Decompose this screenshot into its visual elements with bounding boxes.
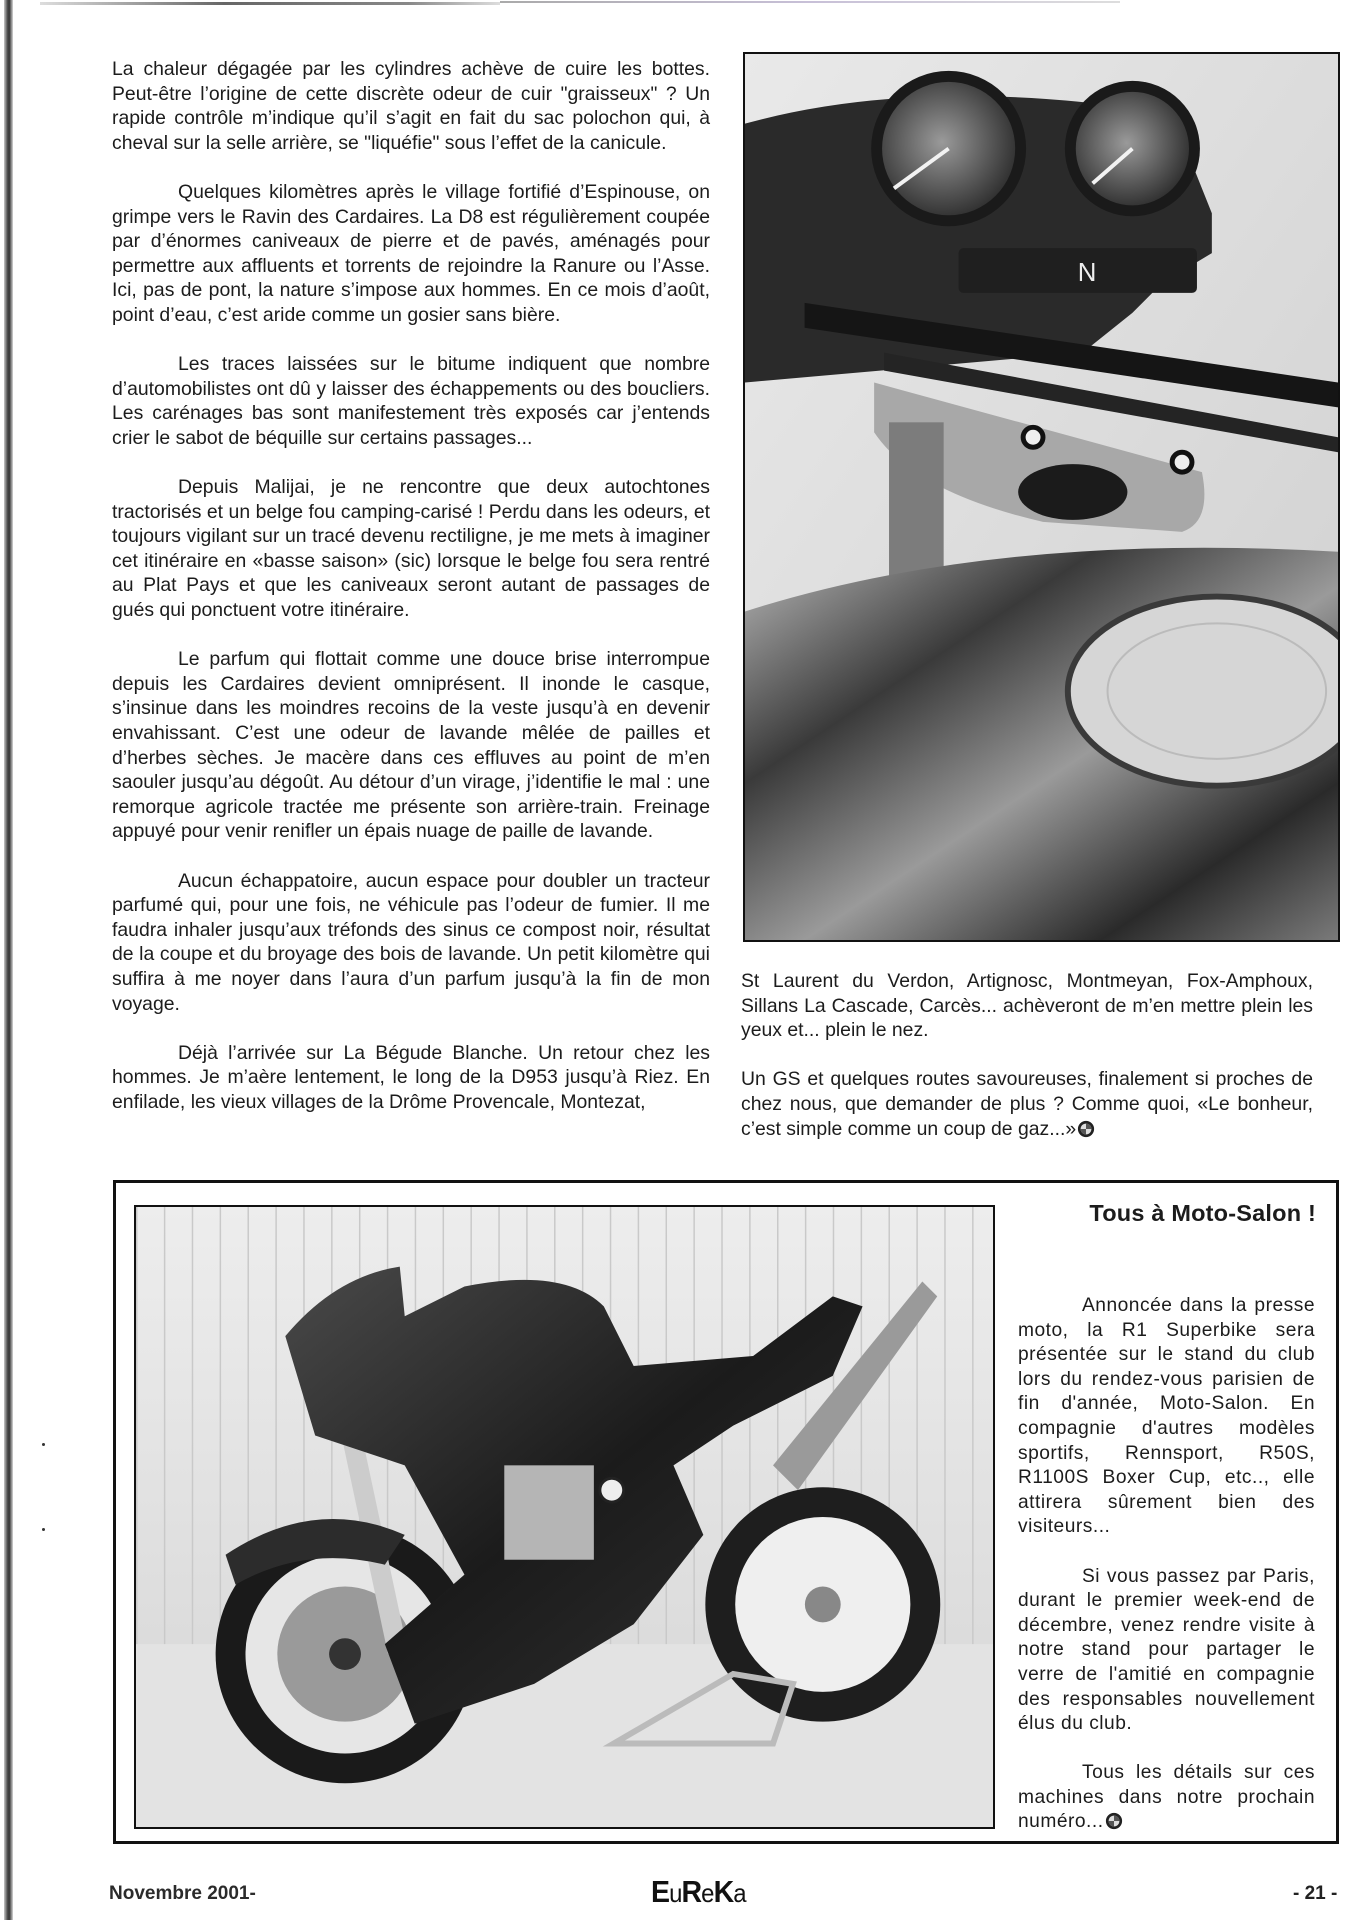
stray-mark: [42, 1528, 45, 1531]
sidebar-paragraph: Annoncée dans la presse moto, la R1 Superbike sera présentée sur le stand du club lors du rendez-vous parisien de fin d'année, Moto-Salon. En compagnie d'autres modèles sportifs, Rennsport, R50S, R1100S Boxer Cup, etc.., elle attirera sûrement bien des visiteurs...: [1018, 1295, 1315, 1538]
article-paragraph: Quelques kilomètres après le village fortifié d’Espinouse, on grimpe vers le Ravin des Cardaires. La D8 est régulièrement coupée par d’énormes caniveaux de pierre et de pavés, aménagés pour permettre aux affluents et torrents de rejoindre la Ranure ou l’Asse. Ici, pas de pont, la nature s’impose aux hommes. En ce mois d’août, point d’eau, c’est aride comme un gosier sans bière.: [112, 180, 710, 326]
article-paragraph: St Laurent du Verdon, Artignosc, Montmeyan, Fox-Amphoux, Sillans La Cascade, Carcès... achèveront de m’en mettre plein les yeux et... plein le nez.: [741, 970, 1313, 1042]
article-paragraph: Aucun échappatoire, aucun espace pour doubler un tracteur parfumé qui, pour une fois, ne véhicule pas l’odeur de fumier. Il me faudra inhaler jusqu’aux tréfonds des sinus ce compost noir, résultat de la coupe et du broyage des bois de lavande. Un petit kilomètre qui suffira à me noyer dans l’aura d’un parfum jusqu’à la fin de mon voyage.: [112, 869, 710, 1015]
logo-letter: a: [733, 1878, 746, 1908]
bmw-roundel-icon: [1105, 1812, 1123, 1830]
article-paragraph: Le parfum qui flottait comme une douce brise interrompue depuis les Cardaires devient omniprésent. Il inonde le casque, s’insinue dans les moindres recoins de la veste jusqu’à en devenir envahissant. C’est une odeur de lavande mêlée de pailles et d’herbes sèches. Je macère dans ces effluves au point de m’en saouler jusqu’au dégoût. Au détour d’un virage, j’identifie le mal : une remorque agricole tractée me présente son arrière-train. Freinage appuyé pour venir renifler un épais nuage de paille de lavande.: [112, 648, 710, 843]
dashboard-illustration: [745, 54, 1338, 940]
superbike-illustration: [136, 1207, 993, 1827]
sidebar-paragraph-text: Tous les détails sur ces machines dans notre prochain numéro...: [1018, 1762, 1315, 1833]
article-paragraph: La chaleur dégagée par les cylindres achève de cuire les bottes. Peut-être l’origine de cette discrète odeur de cuir "graisseux" ? Un rapide contrôle m’indique qu’il s’agit en fait du sac polochon qui, à cheval sur la selle arrière, se "liquéfie" sous l’effet de la canicule.: [112, 58, 710, 154]
motorcycle-dashboard-photo: [743, 52, 1340, 942]
sidebar-paragraph: Si vous passez par Paris, durant le premier week-end de décembre, venez rendre visite à notre stand pour partager le verre de l'amitié en compagnie des responsables nouvellement élus du club.: [1018, 1565, 1315, 1735]
article-paragraph: Depuis Malijai, je ne rencontre que deux autochtones tractorisés et un belge fou camping-carisé ! Perdu dans les odeurs, et toujours vigilant sur un tracé devenu rectiligne, je me mets à imaginer cet itinéraire en «basse saison» (sic) lorsque le belge fou sera rentré au Plat Pays et que les caniveaux seront autant de passages de gués qui ponctuent votre itinéraire.: [112, 476, 710, 622]
logo-letter: R: [681, 1874, 702, 1909]
article-column-right: [741, 969, 1313, 1166]
r1-superbike-photo: [134, 1205, 995, 1829]
sidebar-box-text: [1018, 1294, 1315, 1860]
bmw-roundel-icon: [1077, 1120, 1095, 1138]
logo-letter: E: [651, 1874, 670, 1909]
scan-edge-rule: [500, 1, 1120, 3]
article-paragraph-text: Un GS et quelques routes savoureuses, finalement si proches de chez nous, que demander de plus ? Comme quoi, «Le bonheur, c’est simple comme un coup de gaz...»: [741, 1068, 1313, 1140]
article-column-left: [112, 57, 710, 1139]
logo-letter: e: [701, 1878, 714, 1908]
logo-letter: u: [669, 1878, 682, 1908]
engine: [504, 1465, 594, 1559]
neutral-indicator: N: [1077, 258, 1097, 287]
scan-edge-rule: [40, 2, 500, 5]
article-paragraph: Les traces laissées sur le bitume indiquent que nombre d’automobilistes ont dû y laisser des échappements ou des boucliers. Les carénages bas sont manifestement très exposés car j’entends crier le sabot de béquille sur certains passages...: [112, 353, 710, 449]
page-binding-edge: [4, 0, 13, 1920]
magazine-logo: [651, 1874, 746, 1910]
sidebar-paragraph-last: [1018, 1761, 1315, 1835]
speedometer-gauge: [882, 82, 1015, 215]
footer-issue-date: Novembre 2001-: [109, 1883, 256, 1904]
logo-letter: K: [713, 1874, 734, 1909]
stray-mark: [42, 1443, 45, 1446]
article-paragraph-last: [741, 1067, 1313, 1141]
page-number: - 21 -: [1293, 1883, 1338, 1904]
tachometer-gauge: [1076, 92, 1189, 205]
article-paragraph: Déjà l’arrivée sur La Bégude Blanche. Un retour chez les hommes. Je m’aère lentement, le long de la D953 jusqu’à Riez. En enfilade, les vieux villages de la Drôme Provencale, Montezat,: [112, 1041, 710, 1113]
sidebar-box-title: Tous à Moto-Salon !: [1089, 1200, 1316, 1226]
